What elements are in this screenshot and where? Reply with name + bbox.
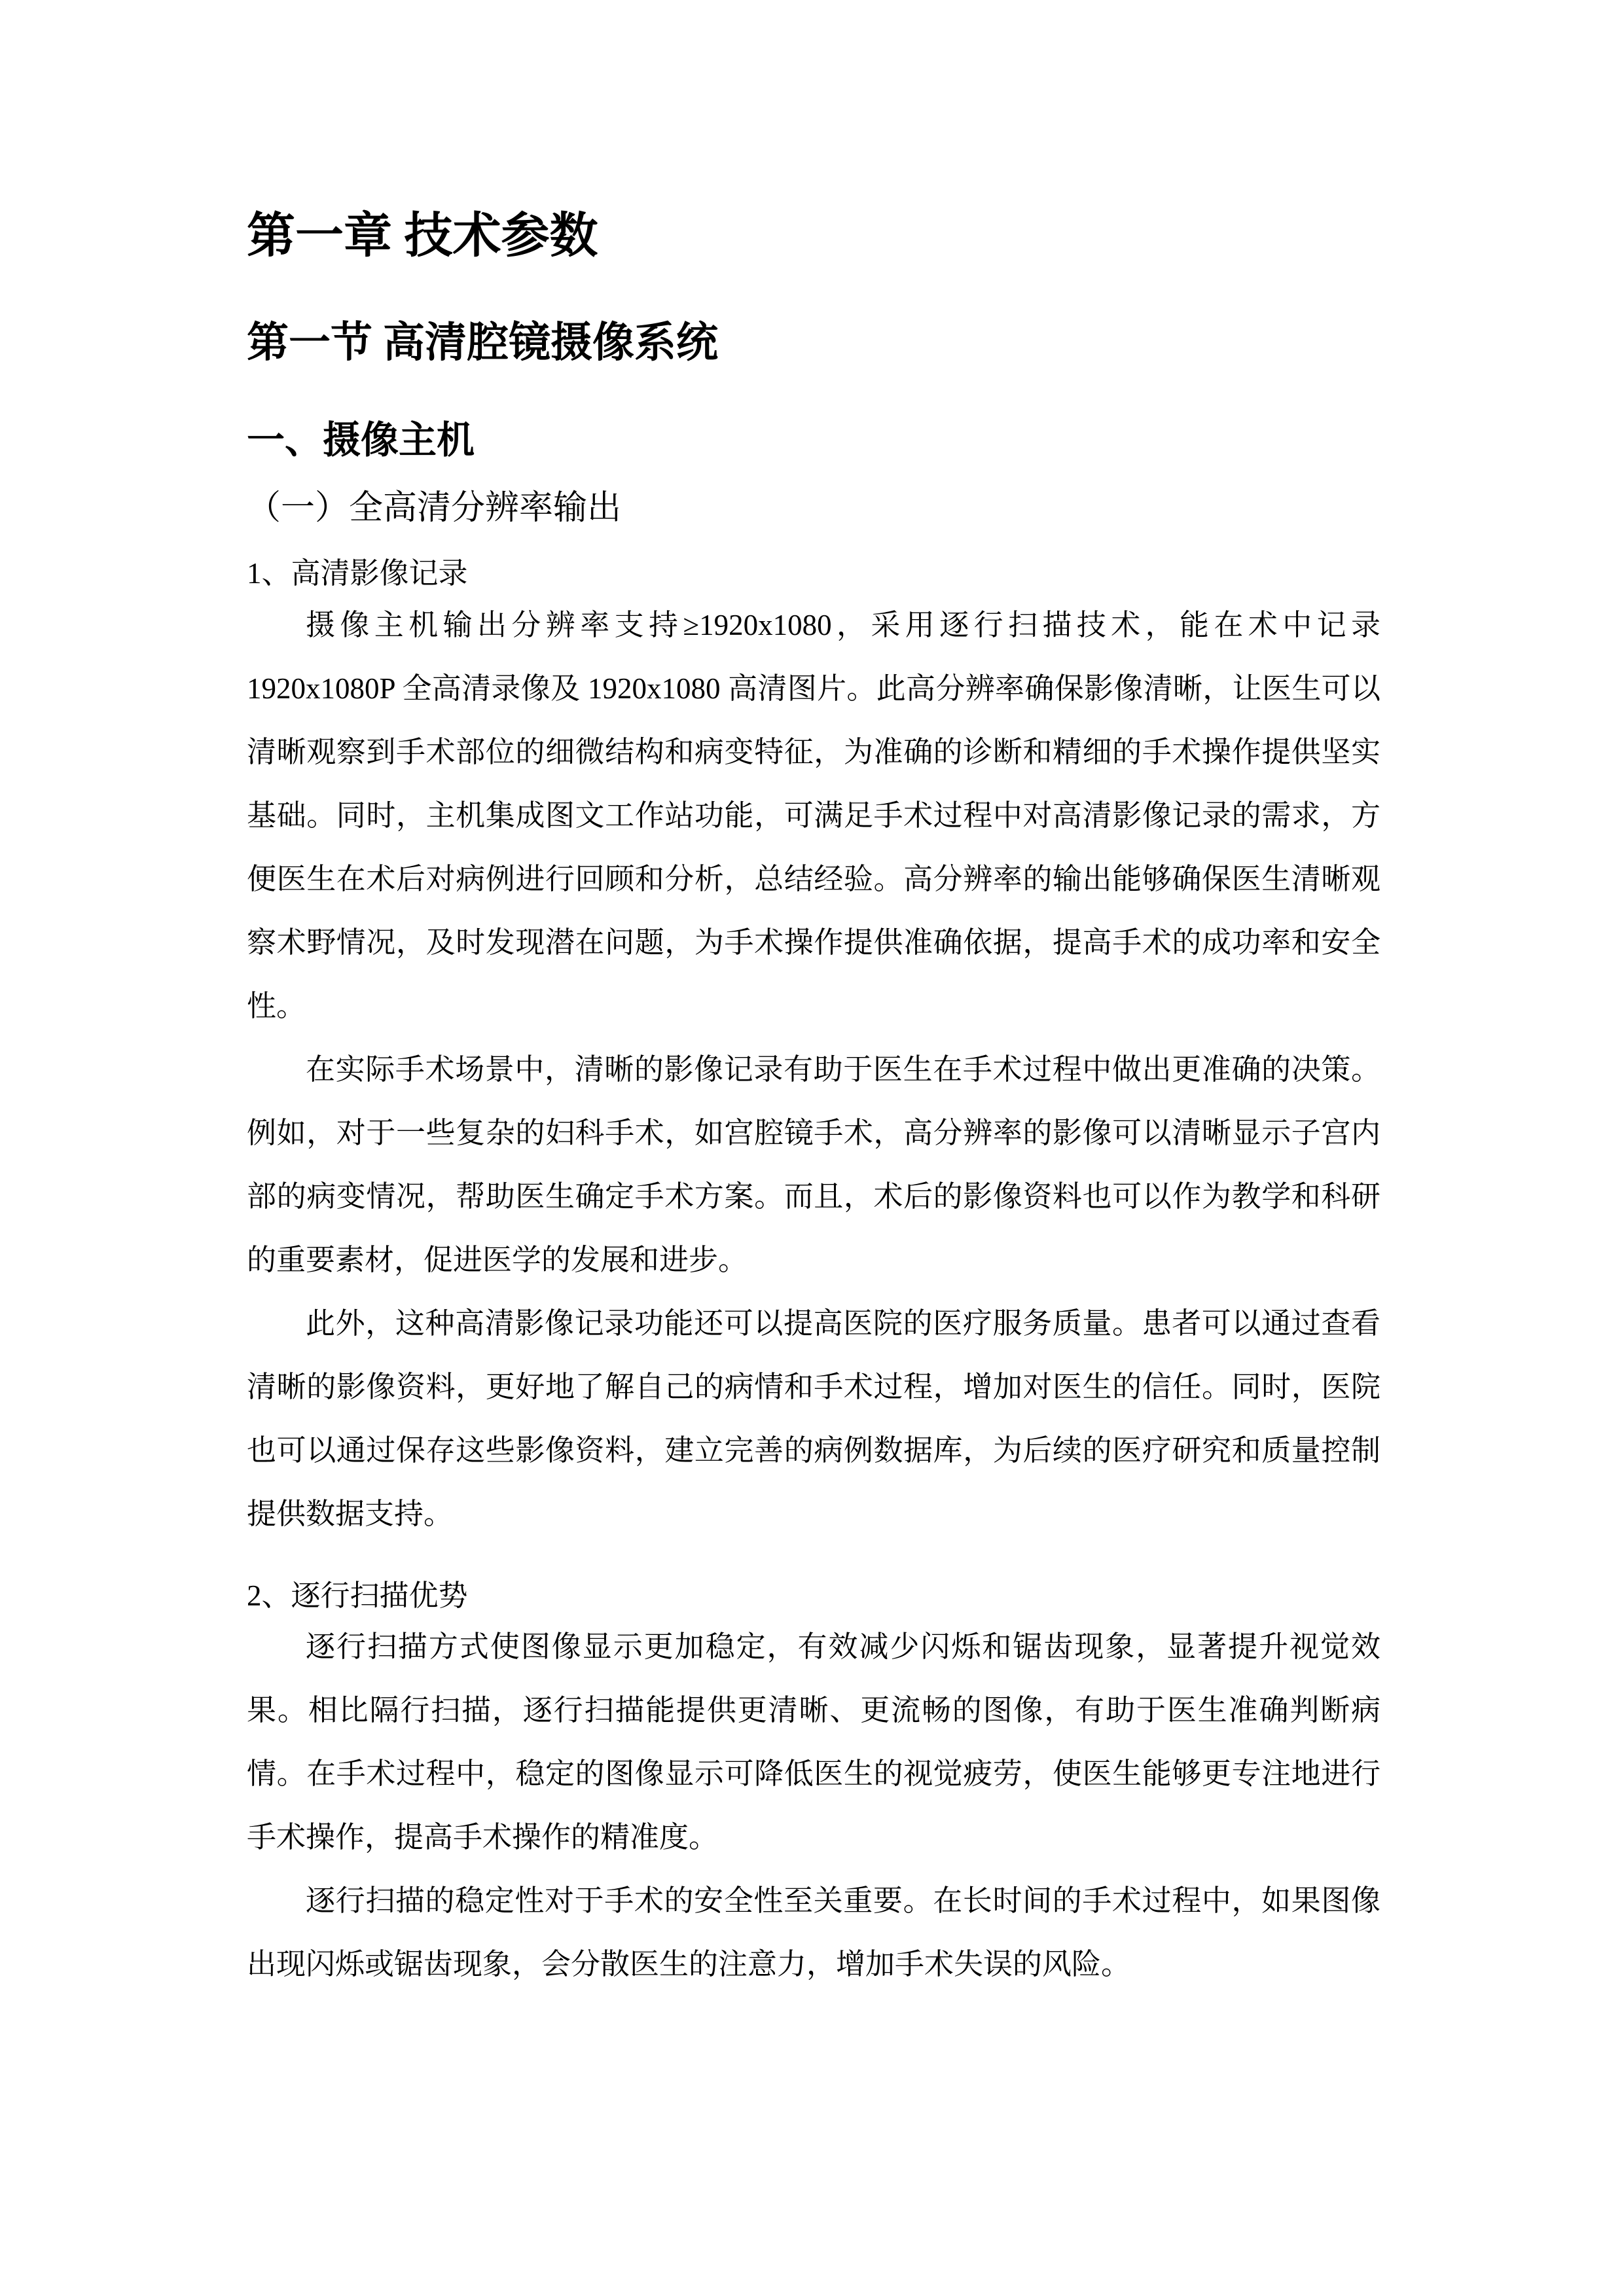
- item-2-heading: 2、逐行扫描优势: [247, 1579, 468, 1612]
- subsection-title: 一、摄像主机: [247, 419, 475, 462]
- item-1-heading: 1、高清影像记录: [247, 556, 468, 590]
- paragraph: 逐行扫描的稳定性对于手术的安全性至关重要。在长时间的手术过程中，如果图像出现闪烁或锯齿现象，会分散医生的注意力，增加手术失误的风险。: [247, 1884, 1380, 1981]
- section-title: 第一节 高清腔镜摄像系统: [247, 319, 718, 367]
- paragraph: 逐行扫描方式使图像显示更加稳定，有效减少闪烁和锯齿现象，显著提升视觉效果。相比隔行扫描，逐行扫描能提供更清晰、更流畅的图像，有助于医生准确判断病情。在手术过程中，稳定的图像显示可降低医生的视觉疲劳，使医生能够更专注地进行手术操作，提高手术操作的精准度。: [247, 1630, 1380, 1854]
- paragraph: 在实际手术场景中，清晰的影像记录有助于医生在手术过程中做出更准确的决策。例如，对于一些复杂的妇科手术，如宫腔镜手术，高分辨率的影像可以清晰显示子宫内部的病变情况，帮助医生确定手术方案。而且，术后的影像资料也可以作为教学和科研的重要素材，促进医学的发展和进步。: [247, 1052, 1380, 1276]
- paragraph: 摄像主机输出分辨率支持≥1920x1080，采用逐行扫描技术，能在术中记录1920x1080P 全高清录像及 1920x1080 高清图片。此高分辨率确保影像清晰，让医生可以清晰观察到手术部位的细微结构和病变特征，为准确的诊断和精细的手术操作提供坚实基础。同时，主机集成图文工作站功能，可满足手术过程中对高清影像记录的需求，方便医生在术后对病例进行回顾和分析，总结经验。高分辨率的输出能够确保医生清晰观察术野情况，及时发现潜在问题，为手术操作提供准确依据，提高手术的成功率和安全性。: [247, 608, 1380, 1022]
- group-title: （一）全高清分辨率输出: [247, 489, 622, 527]
- paragraph: 此外，这种高清影像记录功能还可以提高医院的医疗服务质量。患者可以通过查看清晰的影像资料，更好地了解自己的病情和手术过程，增加对医生的信任。同时，医院也可以通过保存这些影像资料，建立完善的病例数据库，为后续的医疗研究和质量控制提供数据支持。: [247, 1306, 1380, 1530]
- chapter-title: 第一章 技术参数: [247, 209, 598, 263]
